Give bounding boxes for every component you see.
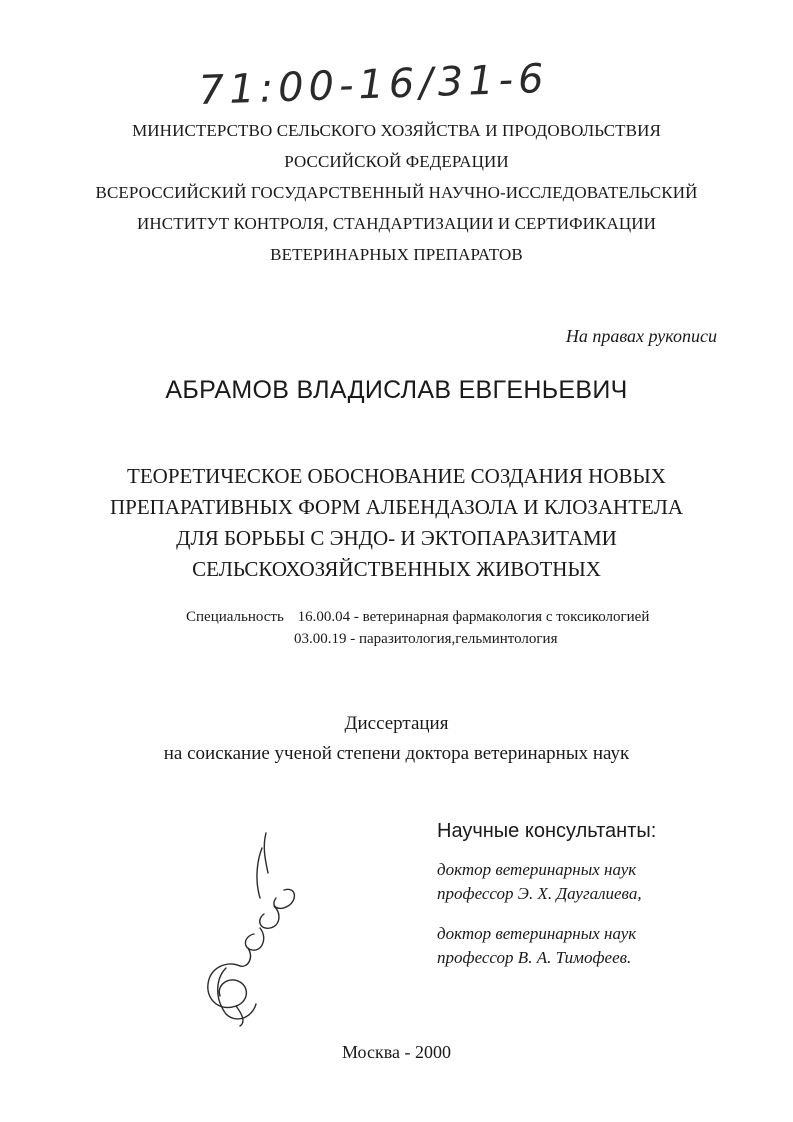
institute-line-2: ИНСТИТУТ КОНТРОЛЯ, СТАНДАРТИЗАЦИИ И СЕРТИФИКАЦИИ [137, 214, 656, 233]
archive-number-handwritten: 71:00-16/31-6 [198, 55, 550, 114]
thesis-title-line-4: СЕЛЬСКОХОЗЯЙСТВЕННЫХ ЖИВОТНЫХ [192, 557, 601, 581]
author-name: АБРАМОВ ВЛАДИСЛАВ ЕВГЕНЬЕВИЧ [165, 376, 628, 404]
specialty-label: Специальность [186, 609, 284, 625]
dissertation-degree: на соискание ученой степени доктора ветеринарных наук [163, 743, 630, 764]
institute-line-1: ВСЕРОССИЙСКИЙ ГОСУДАРСТВЕННЫЙ НАУЧНО-ИССЛЕДОВАТЕЛЬСКИЙ [95, 183, 698, 202]
specialty-item-1: 16.00.04 - ветеринарная фармакология с токсикологией [297, 609, 650, 625]
consultant-2-degree: доктор ветеринарных наук [437, 924, 637, 943]
ministry-line-2: РОССИЙСКОЙ ФЕДЕРАЦИИ [284, 152, 509, 171]
institute-line-3: ВЕТЕРИНАРНЫХ ПРЕПАРАТОВ [270, 245, 523, 264]
consultant-1-name: профессор Э. Х. Даугалиева, [437, 884, 642, 903]
ministry-line-1: МИНИСТЕРСТВО СЕЛЬСКОГО ХОЗЯЙСТВА И ПРОДОВОЛЬСТВИЯ [132, 121, 661, 140]
thesis-title-line-1: ТЕОРЕТИЧЕСКОЕ ОБОСНОВАНИЕ СОЗДАНИЯ НОВЫХ [127, 464, 666, 488]
dissertation-type: Диссертация [344, 713, 449, 734]
rights-note: На правах рукописи [565, 326, 717, 346]
thesis-title-line-3: ДЛЯ БОРЬБЫ С ЭНДО- И ЭКТОПАРАЗИТАМИ [176, 526, 617, 550]
signature-handwritten [196, 828, 306, 1028]
consultants-heading: Научные консультанты: [437, 820, 657, 842]
specialty-block [186, 606, 649, 628]
city-year: Москва - 2000 [342, 1042, 451, 1062]
thesis-title-line-2: ПРЕПАРАТИВНЫХ ФОРМ АЛБЕНДАЗОЛА И КЛОЗАНТЕЛА [109, 495, 684, 519]
consultant-1-degree: доктор ветеринарных наук [437, 860, 637, 879]
consultant-2-name: профессор В. А. Тимофеев. [437, 948, 632, 967]
specialty-item-2: 03.00.19 - паразитология,гельминтология [294, 631, 558, 647]
